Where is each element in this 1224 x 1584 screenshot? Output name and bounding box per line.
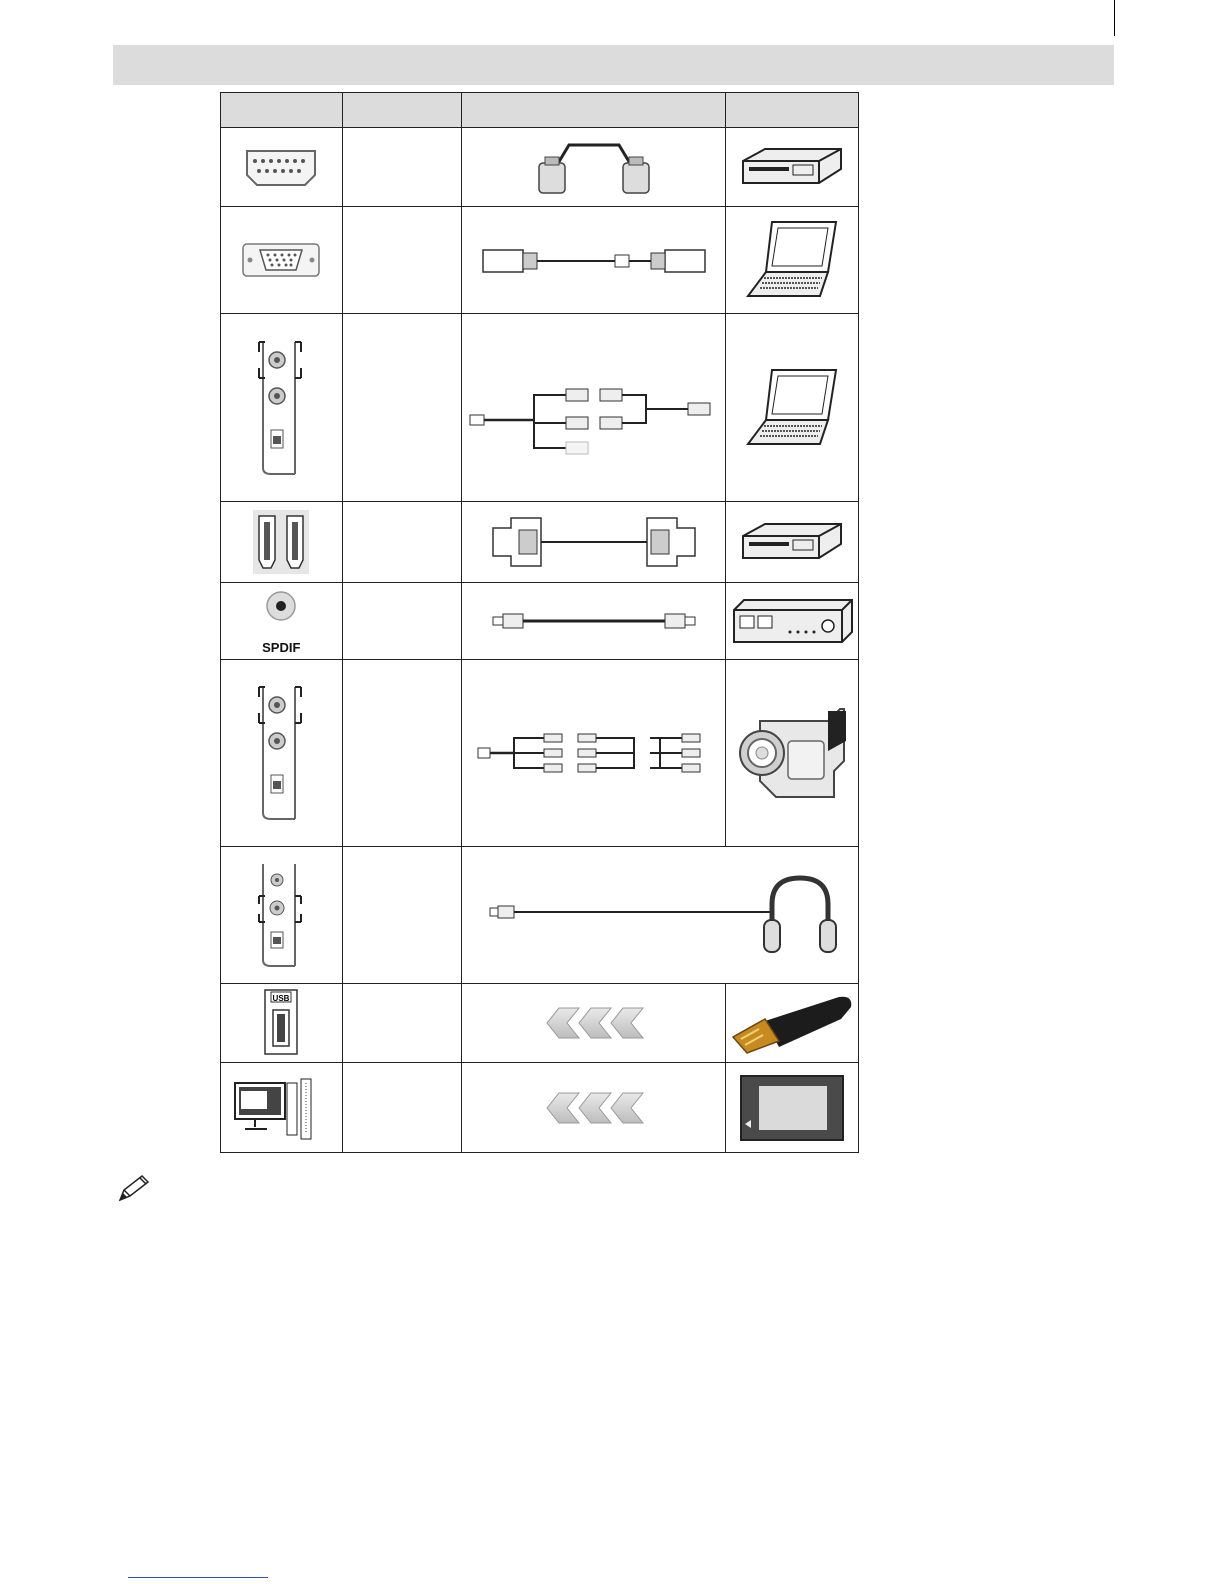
camcorder-icon	[726, 660, 859, 847]
headphone-cable-icon	[462, 847, 859, 984]
side-av-panel-icon	[221, 660, 343, 847]
table-row	[221, 847, 859, 984]
spdif-socket-icon	[221, 583, 343, 660]
ci-module-icon	[726, 1063, 859, 1153]
headphone-jack-icon	[221, 847, 343, 984]
table-row	[221, 502, 859, 583]
type-cell	[342, 984, 462, 1063]
vga-cable-icon	[462, 207, 726, 314]
header-device	[726, 93, 859, 128]
laptop-icon	[726, 207, 859, 314]
type-cell	[342, 502, 462, 583]
type-cell	[342, 660, 462, 847]
insert-arrows-icon	[462, 984, 726, 1063]
table-row	[221, 660, 859, 847]
table-row	[221, 984, 859, 1063]
type-cell	[342, 128, 462, 207]
table-row	[221, 1063, 859, 1153]
side-av-panel-icon	[221, 314, 343, 502]
usb-label: USB	[272, 994, 290, 1003]
audio-amplifier-icon	[726, 583, 859, 660]
pencil-note-icon	[116, 1174, 150, 1204]
footer-link-underline[interactable]	[128, 1577, 268, 1578]
table-row	[221, 207, 859, 314]
headphones-icon	[764, 878, 836, 952]
usb-stick-icon	[726, 984, 859, 1063]
header-cables	[462, 93, 726, 128]
spdif-label: SPDIF	[262, 639, 301, 655]
pc-audio-cable-icon	[462, 314, 726, 502]
laptop-icon	[726, 314, 859, 502]
section-header-band	[113, 45, 1114, 85]
scart-socket-icon	[221, 128, 343, 207]
vga-socket-icon	[221, 207, 343, 314]
top-rule	[1114, 0, 1115, 36]
header-connector	[221, 93, 343, 128]
type-cell	[342, 583, 462, 660]
dvd-player-icon	[726, 502, 859, 583]
type-cell	[342, 1063, 462, 1153]
hdmi-sockets-icon	[221, 502, 343, 583]
table-row	[221, 128, 859, 207]
hdmi-cable-icon	[462, 502, 726, 583]
table-row	[221, 583, 859, 660]
table-row	[221, 314, 859, 502]
scart-cable-icon	[462, 128, 726, 207]
type-cell	[342, 314, 462, 502]
coaxial-cable-icon	[462, 583, 726, 660]
header-type	[342, 93, 462, 128]
ci-slot-tv-icon	[221, 1063, 343, 1153]
dvd-recorder-icon	[726, 128, 859, 207]
type-cell	[342, 847, 462, 984]
type-cell	[342, 207, 462, 314]
usb-port-icon	[221, 984, 343, 1063]
insert-arrows-icon	[462, 1063, 726, 1153]
table-header-row	[221, 93, 859, 128]
connection-table	[220, 92, 859, 1153]
av-cable-icon	[462, 660, 726, 847]
